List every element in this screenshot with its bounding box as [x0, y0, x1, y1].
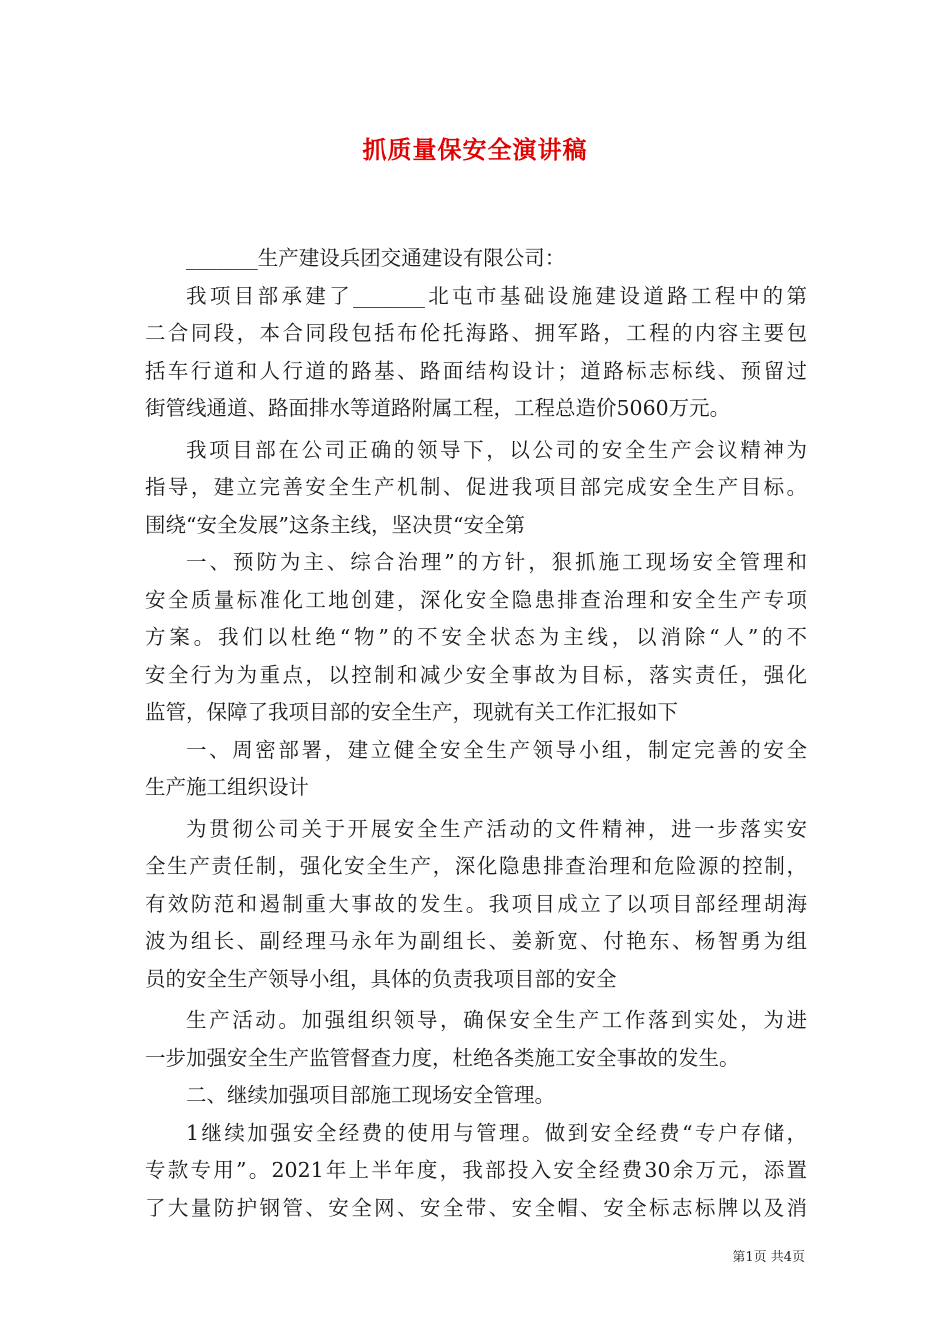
paragraph-line: 二合同段，本合同段包括布伦托海路、拥军路，工程的内容主要包: [145, 321, 807, 345]
page-number: 第1页 共4页: [732, 1250, 805, 1265]
paragraph-line: 波为组长、副经理马永年为副组长、姜新宽、付艳东、杨智勇为组: [145, 929, 807, 953]
document-title: 抓质量保安全演讲稿: [362, 135, 588, 164]
paragraph-line: 一、预防为主、综合治理”的方针，狠抓施工现场安全管理和: [186, 550, 807, 574]
document-body: [145, 240, 807, 1227]
paragraph-line: 我项目部在公司正确的领导下，以公司的安全生产会议精神为: [186, 437, 807, 462]
paragraph-line: 专款专用”。2021年上半年度，我部投入安全经费30余万元，添置: [145, 1158, 807, 1182]
paragraph-line: 安全行为为重点，以控制和减少安全事故为目标，落实责任，强化: [145, 662, 807, 687]
paragraph-line: 有效防范和遏制重大事故的发生。我项目成立了以项目部经理胡海: [145, 891, 807, 916]
paragraph-line: 监管，保障了我项目部的安全生产，现就有关工作汇报如下: [145, 700, 678, 724]
section-heading-line: 一、周密部署，建立健全安全生产领导小组，制定完善的安全: [186, 737, 807, 762]
section-heading-line: 生产施工组织设计: [145, 775, 309, 799]
paragraph-line: 括车行道和人行道的路基、路面结构设计；道路标志标线、预留过: [145, 358, 807, 383]
section-heading-line: 二、继续加强项目部施工现场安全管理。: [186, 1083, 555, 1107]
paragraph-line: 1继续加强安全经费的使用与管理。做到安全经费“专户存储，: [186, 1120, 807, 1145]
paragraph-line: 全生产责任制，强化安全生产，深化隐患排查治理和危险源的控制，: [145, 854, 807, 878]
paragraph-line: 街管线通道、路面排水等道路附属工程，工程总造价5060万元。: [145, 396, 731, 420]
paragraph-line: 生产活动。加强组织领导，确保安全生产工作落到实处，为进: [186, 1008, 807, 1032]
paragraph-line: 员的安全生产领导小组，具体的负责我项目部的安全: [145, 966, 617, 991]
paragraph-line: 安全质量标准化工地创建，深化安全隐患排查治理和安全生产专项: [145, 587, 807, 612]
paragraph-line: 方案。我们以杜绝“物”的不安全状态为主线，以消除“人”的不: [145, 625, 807, 649]
paragraph-line: 我项目部承建了_______北屯市基础设施建设道路工程中的第: [186, 283, 807, 308]
paragraph-line: 围绕“安全发展”这条主线，坚决贯“安全第: [145, 512, 525, 537]
paragraph-line: 为贯彻公司关于开展安全生产活动的文件精神，进一步落实安: [186, 816, 807, 841]
paragraph-line: 了大量防护钢管、安全网、安全带、安全帽、安全标志标牌以及消: [145, 1195, 807, 1220]
salutation-line: _______生产建设兵团交通建设有限公司：: [186, 246, 566, 270]
paragraph-line: 指导，建立完善安全生产机制、促进我项目部完成安全生产目标。: [145, 475, 807, 499]
paragraph-line: 一步加强安全生产监管督查力度，杜绝各类施工安全事故的发生。: [145, 1045, 740, 1070]
